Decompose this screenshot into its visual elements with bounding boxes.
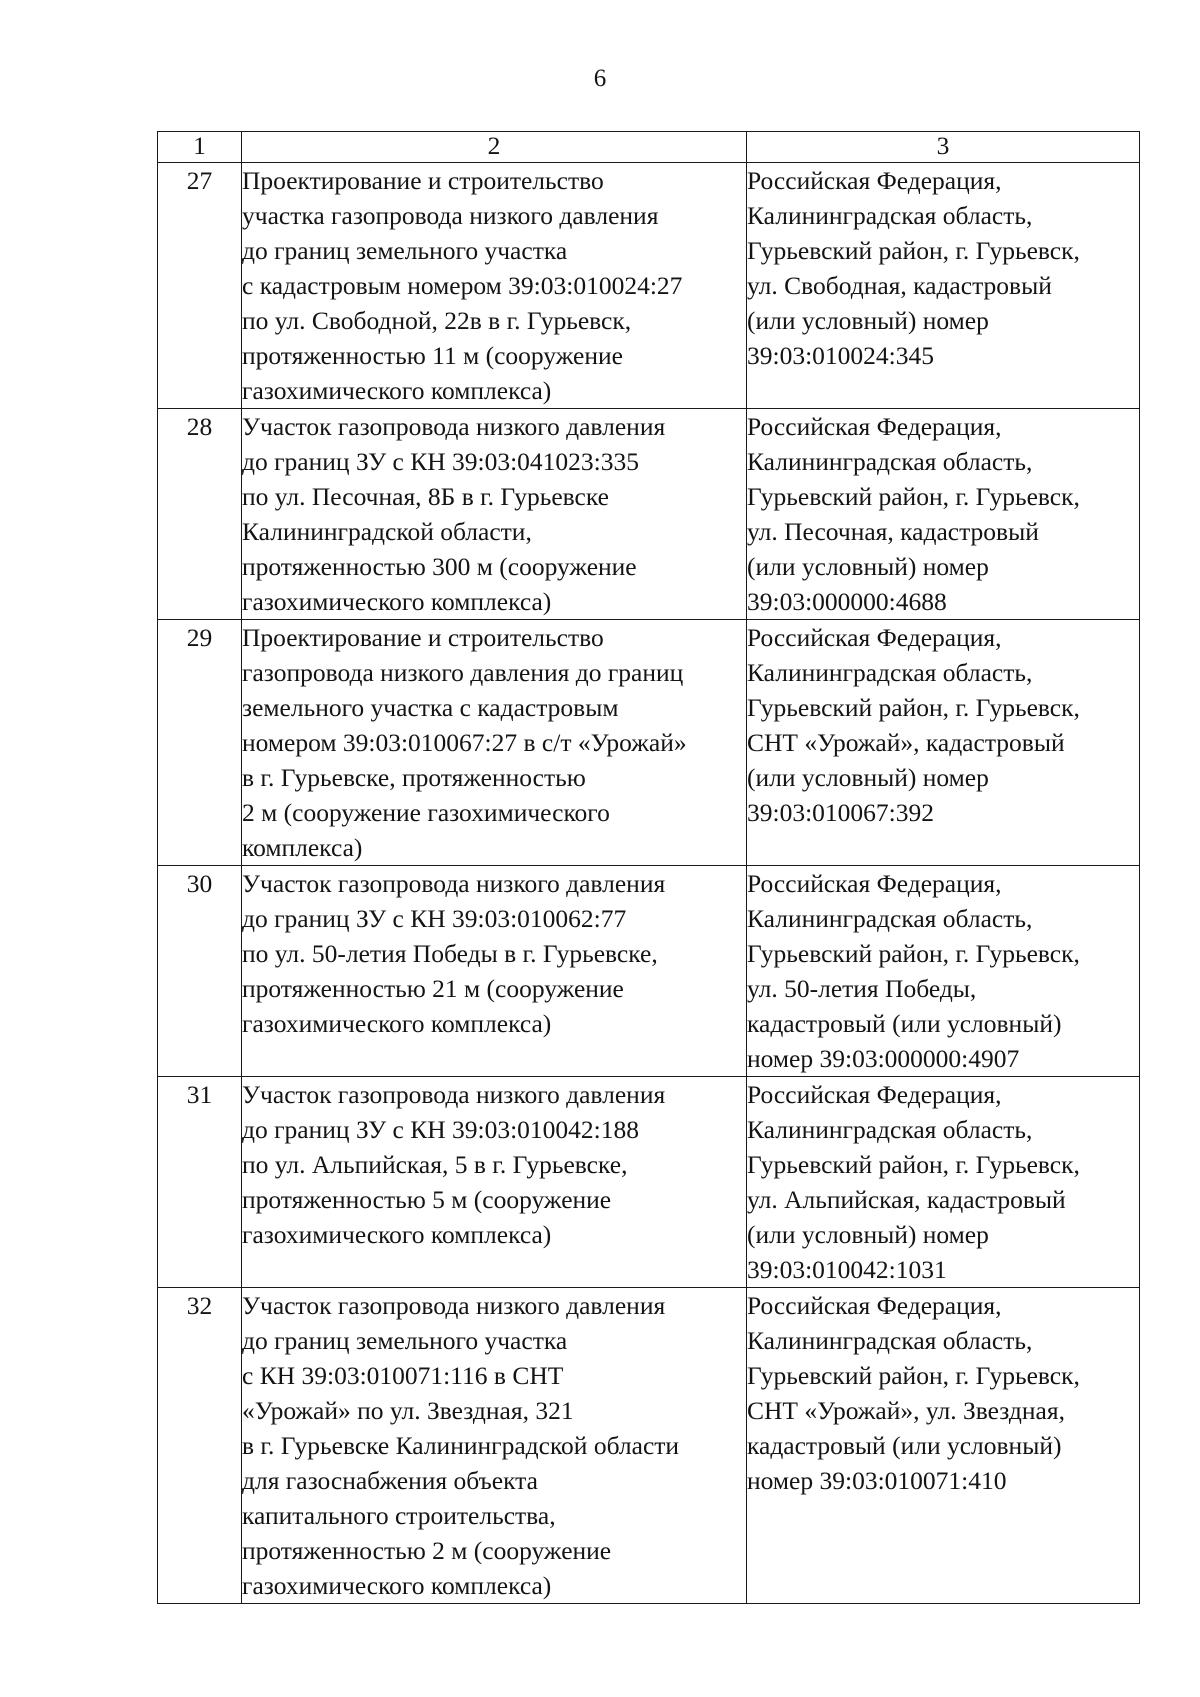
row-number: 27: [158, 163, 242, 409]
object-description-line: по ул. Свободной, 22в в г. Гурьевск,: [242, 306, 632, 335]
object-description-line: Калининградской области,: [242, 517, 532, 546]
column-header-2: 2: [242, 132, 747, 163]
object-description-line: с КН 39:03:010071:116 в СНТ: [242, 1361, 564, 1390]
object-description-line: капитального строительства,: [242, 1501, 556, 1530]
object-location-line: Гурьевский район, г. Гурьевск,: [747, 939, 1080, 968]
object-description-line: для газоснабжения объекта: [242, 1466, 538, 1495]
object-location: [747, 163, 1140, 409]
row-number: 28: [158, 409, 242, 620]
object-description-line: с кадастровым номером 39:03:010024:27: [242, 271, 683, 300]
object-location: [747, 409, 1140, 620]
object-description-line: газохимического комплекса): [242, 1220, 552, 1249]
object-location-line: Российская Федерация,: [747, 412, 1002, 441]
object-description-line: Участок газопровода низкого давления: [242, 1291, 666, 1320]
object-location-line: номер 39:03:010071:410: [747, 1466, 1007, 1495]
table-row: [158, 409, 1140, 620]
object-location-line: Российская Федерация,: [747, 166, 1002, 195]
column-header-3: 3: [747, 132, 1140, 163]
object-description: [242, 620, 747, 866]
object-location-line: 39:03:010042:1031: [747, 1255, 947, 1284]
object-location-line: Российская Федерация,: [747, 623, 1002, 652]
row-number: 31: [158, 1077, 242, 1288]
object-description-line: по ул. Альпийская, 5 в г. Гурьевске,: [242, 1150, 628, 1179]
object-location-line: (или условный) номер: [747, 1220, 989, 1249]
object-description-line: 2 м (сооружение газохимического: [242, 798, 610, 827]
table-row: [158, 163, 1140, 409]
object-description-line: Участок газопровода низкого давления: [242, 412, 666, 441]
object-description-line: протяженностью 300 м (сооружение: [242, 552, 637, 581]
object-description-line: в г. Гурьевске, протяженностью: [242, 763, 586, 792]
object-description-line: до границ земельного участка: [242, 236, 568, 265]
table-row: [158, 1288, 1140, 1604]
object-location-line: ул. Песочная, кадастровый: [747, 517, 1039, 546]
object-location: [747, 866, 1140, 1077]
object-location-line: Гурьевский район, г. Гурьевск,: [747, 693, 1080, 722]
object-location-line: Калининградская область,: [747, 1326, 1033, 1355]
object-description-line: номером 39:03:010067:27 в с/т «Урожай»: [242, 728, 687, 757]
object-location-line: Калининградская область,: [747, 201, 1033, 230]
object-location-line: Российская Федерация,: [747, 1291, 1002, 1320]
object-location-line: кадастровый (или условный): [747, 1431, 1062, 1460]
object-description-line: Проектирование и строительство: [242, 166, 604, 195]
object-description: [242, 866, 747, 1077]
object-location-line: (или условный) номер: [747, 306, 989, 335]
object-description-line: в г. Гурьевске Калининградской области: [242, 1431, 680, 1460]
object-location-line: Российская Федерация,: [747, 1080, 1002, 1109]
object-description-line: до границ ЗУ с КН 39:03:010042:188: [242, 1115, 640, 1144]
row-number: 29: [158, 620, 242, 866]
object-description-line: Участок газопровода низкого давления: [242, 1080, 666, 1109]
object-description-line: до границ земельного участка: [242, 1326, 568, 1355]
object-location-line: Калининградская область,: [747, 1115, 1033, 1144]
object-description-line: комплекса): [242, 833, 363, 862]
column-header-1: 1: [158, 132, 242, 163]
object-description-line: участка газопровода низкого давления: [242, 201, 659, 230]
table-row: [158, 866, 1140, 1077]
object-description-line: по ул. Песочная, 8Б в г. Гурьевске: [242, 482, 609, 511]
object-description-line: газохимического комплекса): [242, 376, 552, 405]
row-number: 30: [158, 866, 242, 1077]
object-description-line: протяженностью 11 м (сооружение: [242, 341, 623, 370]
object-location-line: Гурьевский район, г. Гурьевск,: [747, 236, 1080, 265]
object-location-line: ул. 50-летия Победы,: [747, 974, 977, 1003]
page-number: 6: [593, 65, 607, 92]
object-location-line: СНТ «Урожай», ул. Звездная,: [747, 1396, 1065, 1425]
object-location-line: Калининградская область,: [747, 447, 1033, 476]
object-description-line: по ул. 50-летия Победы в г. Гурьевске,: [242, 939, 658, 968]
object-location-line: СНТ «Урожай», кадастровый: [747, 728, 1065, 757]
header-row: [158, 132, 1140, 163]
object-location: [747, 1077, 1140, 1288]
object-location-line: 39:03:000000:4688: [747, 587, 947, 616]
object-location-line: кадастровый (или условный): [747, 1009, 1062, 1038]
object-description-line: до границ ЗУ с КН 39:03:010062:77: [242, 904, 627, 933]
object-description-line: Проектирование и строительство: [242, 623, 604, 652]
registry-table: [157, 131, 1140, 1604]
object-location-line: 39:03:010067:392: [747, 798, 935, 827]
object-location-line: Гурьевский район, г. Гурьевск,: [747, 1361, 1080, 1390]
object-description-line: газохимического комплекса): [242, 587, 552, 616]
object-location-line: Калининградская область,: [747, 904, 1033, 933]
object-description-line: земельного участка с кадастровым: [242, 693, 619, 722]
object-description-line: протяженностью 2 м (сооружение: [242, 1536, 612, 1565]
object-description-line: Участок газопровода низкого давления: [242, 869, 666, 898]
object-location-line: Гурьевский район, г. Гурьевск,: [747, 482, 1080, 511]
table-row: [158, 620, 1140, 866]
object-location: [747, 620, 1140, 866]
object-location-line: (или условный) номер: [747, 763, 989, 792]
object-location-line: ул. Свободная, кадастровый: [747, 271, 1052, 300]
object-description-line: газопровода низкого давления до границ: [242, 658, 684, 687]
object-description-line: до границ ЗУ с КН 39:03:041023:335: [242, 447, 640, 476]
object-location-line: Калининградская область,: [747, 658, 1033, 687]
object-location: [747, 1288, 1140, 1604]
object-location-line: ул. Альпийская, кадастровый: [747, 1185, 1066, 1214]
object-location-line: (или условный) номер: [747, 552, 989, 581]
object-description-line: «Урожай» по ул. Звездная, 321: [242, 1396, 574, 1425]
object-description-line: газохимического комплекса): [242, 1571, 552, 1600]
object-description: [242, 1077, 747, 1288]
object-location-line: 39:03:010024:345: [747, 341, 935, 370]
object-description: [242, 163, 747, 409]
object-description: [242, 409, 747, 620]
object-location-line: номер 39:03:000000:4907: [747, 1044, 1020, 1073]
row-number: 32: [158, 1288, 242, 1604]
object-location-line: Российская Федерация,: [747, 869, 1002, 898]
object-description-line: протяженностью 5 м (сооружение: [242, 1185, 612, 1214]
table-row: [158, 1077, 1140, 1288]
object-location-line: Гурьевский район, г. Гурьевск,: [747, 1150, 1080, 1179]
object-description: [242, 1288, 747, 1604]
object-description-line: протяженностью 21 м (сооружение: [242, 974, 624, 1003]
object-description-line: газохимического комплекса): [242, 1009, 552, 1038]
